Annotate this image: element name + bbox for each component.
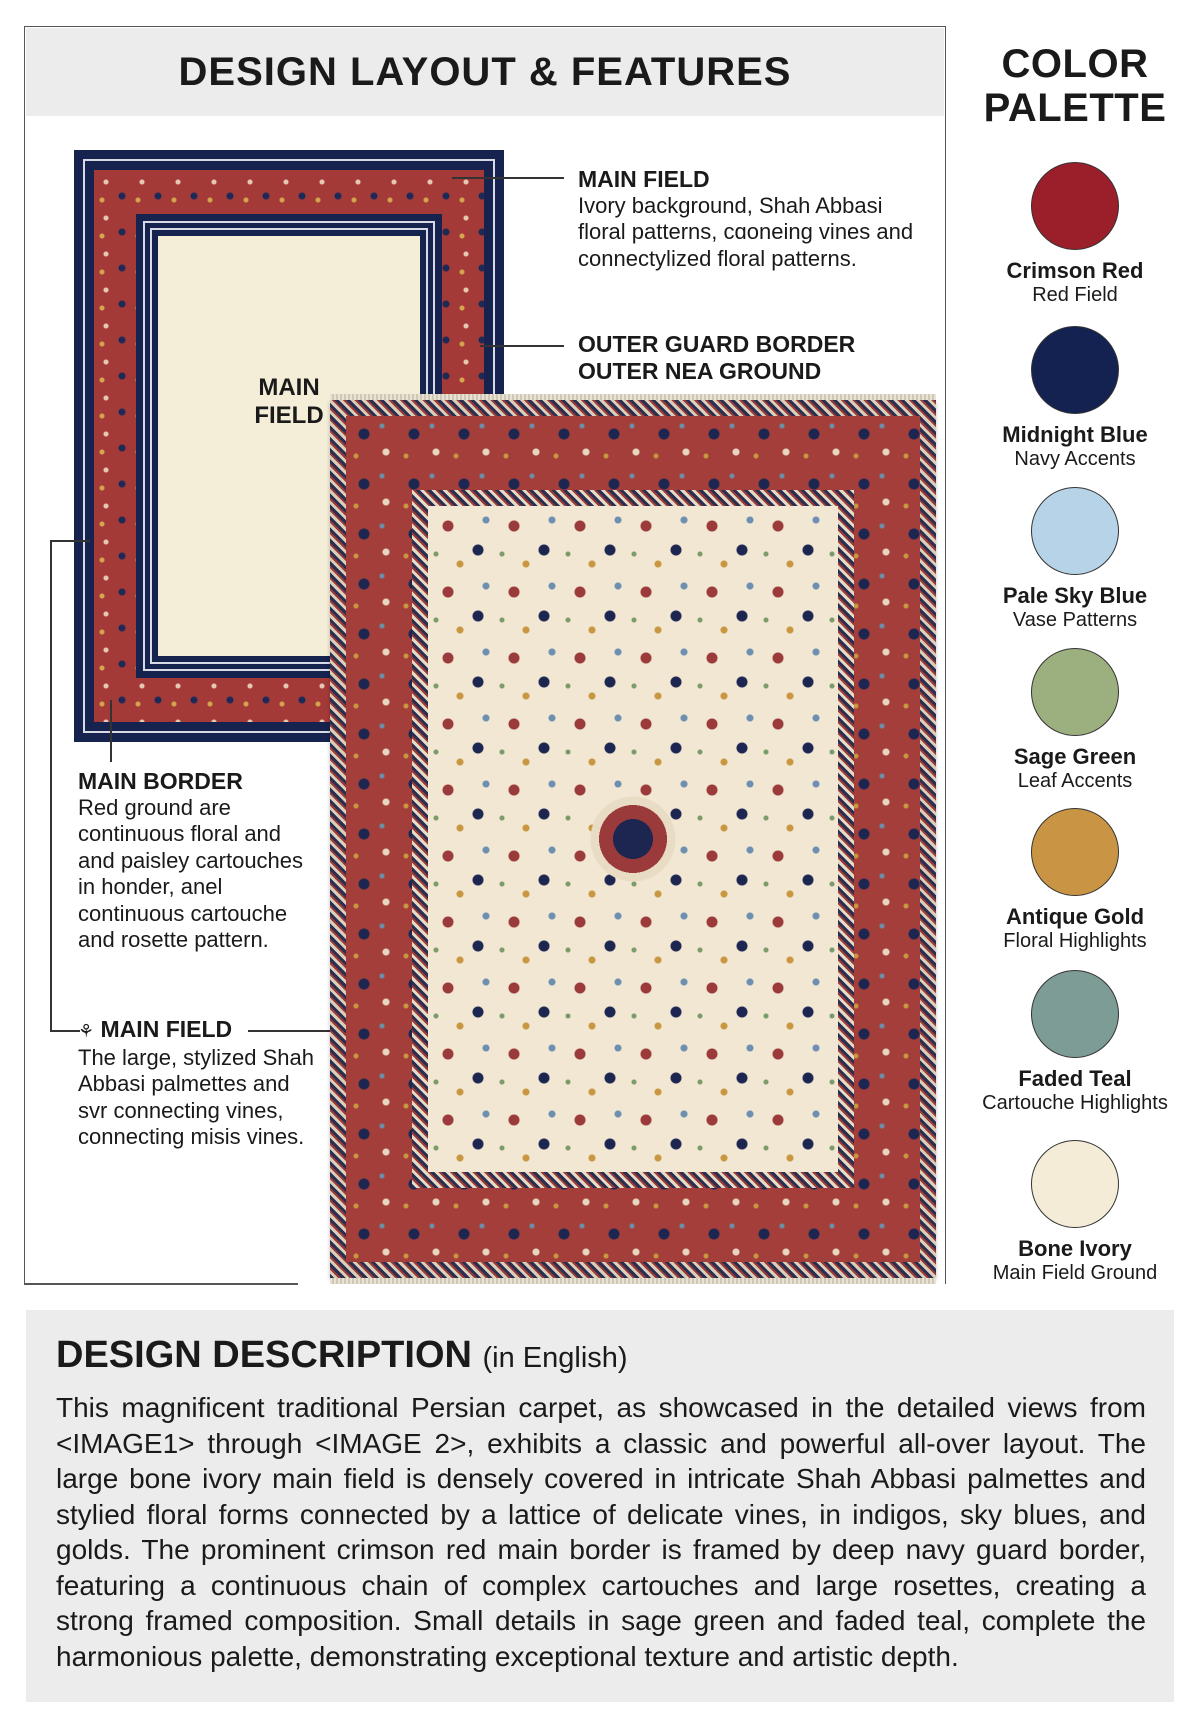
callout-title: MAIN BORDER (78, 768, 243, 794)
palette-title: COLOR PALETTE (983, 42, 1167, 130)
palette-swatch-item (965, 487, 1185, 632)
callout-title: MAIN FIELD (578, 166, 710, 192)
swatch-name: Sage Green (1013, 744, 1137, 769)
description-heading (56, 1334, 628, 1377)
callout-text: Ivory background, Shah Abbasi floral patterns, cɑoneing vines and connectylized floral patterns. (578, 192, 914, 271)
callout-line-main-border-v (110, 700, 112, 762)
callout-subtitle: OUTER NEA GROUND (578, 357, 822, 384)
swatch-name: Pale Sky Blue (1002, 583, 1148, 608)
swatch-name: Midnight Blue (1002, 422, 1148, 447)
carpet-medallion (578, 784, 688, 894)
layout-panel-title: DESIGN LAYOUT & FEATURES (26, 28, 944, 116)
swatch-name: Antique Gold (1005, 904, 1145, 929)
callout-title: MAIN FIELD (100, 1016, 233, 1042)
swatch-name: Faded Teal (1018, 1066, 1132, 1091)
callout-main-field-bottom (78, 1016, 318, 1151)
swatch-description: Cartouche Highlights (982, 1092, 1168, 1114)
callout-text: The large, stylized Shah Abbasi palmettes and svr connecting vines, connecting misis vines. (78, 1044, 315, 1149)
palette-swatch-item (965, 648, 1185, 793)
description-title: DESIGN DESCRIPTION (56, 1334, 472, 1376)
callout-line-main-field-top (452, 177, 564, 179)
description-body: This magnificent traditional Persian carpet, as showcased in the detailed views from <IMAGE1> through <IMAGE 2>, exhibits a classic and powerful all-over layout. The large bone ivory main field is densely covered in intricate Shah Abbasi palmettes and stylied floral forms connected by a lattice of delicate vines, in indigos, sky blues, and golds. The prominent crimson red main border is framed by deep navy guard border, featuring a continuous chain of complex cartouches and large rosettes, creating a strong framed composition. Small details in sage green and faded teal, complete the harmonious palette, demonstrating exceptional texture and artistic depth. (56, 1392, 1146, 1672)
palette-swatch-item (965, 808, 1185, 953)
swatch-name: Bone Ivory (1018, 1236, 1132, 1261)
schematic-field-label: MAIN FIELD (254, 374, 324, 429)
swatch-description: Vase Patterns (1012, 609, 1138, 631)
swatch-description: Leaf Accents (1017, 770, 1133, 792)
color-swatch-circle (1031, 326, 1119, 414)
palette-swatch-item (965, 162, 1185, 307)
callout-main-field-top (578, 166, 918, 272)
carpet-photo (330, 400, 936, 1278)
callout-line-outer-guard (480, 345, 564, 347)
description-subtitle: (in English) (482, 1342, 628, 1374)
swatch-description: Main Field Ground (992, 1262, 1158, 1284)
frame-bottom-line (24, 1283, 298, 1285)
swatch-name: Crimson Red (1006, 258, 1144, 283)
callout-line-main-border-h (50, 540, 90, 542)
palette-swatch-item (965, 970, 1185, 1115)
swatch-description: Navy Accents (1014, 448, 1136, 470)
callout-title: OUTER GUARD BORDER (578, 331, 856, 357)
carpet-fringe-bottom (330, 1278, 936, 1284)
color-swatch-circle (1031, 808, 1119, 896)
callout-line-bottom-stub (50, 1030, 80, 1032)
palette-swatch-item (965, 326, 1185, 471)
swatch-description: Floral Highlights (1003, 930, 1147, 952)
callout-outer-guard (578, 331, 938, 384)
palette-swatch-item (965, 1140, 1185, 1285)
color-swatch-circle (1031, 487, 1119, 575)
callout-marker-icon: ⚘ (78, 1021, 95, 1041)
callout-text: Red ground are continuous floral and and paisley cartouches in honder, anel continuous cartouche and rosette pattern. (78, 794, 304, 952)
color-swatch-circle (1031, 970, 1119, 1058)
swatch-description: Red Field (1032, 284, 1118, 306)
color-swatch-circle (1031, 648, 1119, 736)
callout-line-left-v (50, 540, 52, 1030)
color-swatch-circle (1031, 162, 1119, 250)
color-swatch-circle (1031, 1140, 1119, 1228)
callout-main-border (78, 768, 318, 954)
